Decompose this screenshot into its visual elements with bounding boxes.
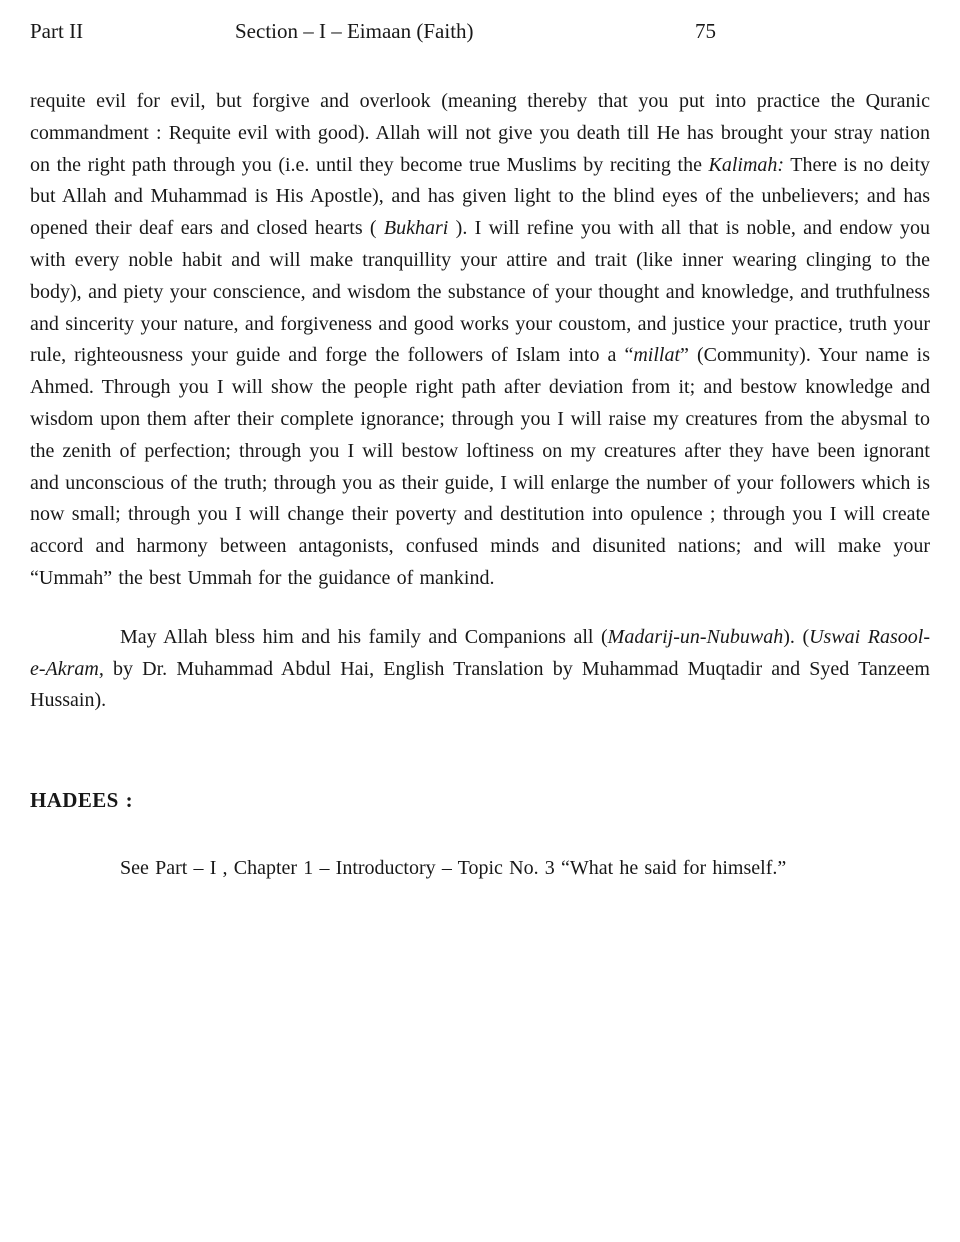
- text-run-italic: Kalimah:: [708, 153, 785, 176]
- text-run: by Dr. Muhammad Abdul Hai, English Translation by Muhammad Muqtadir and Syed Tanzeem Hussain).: [30, 657, 930, 712]
- text-run-italic: Madarij-un-Nubuwah: [607, 625, 784, 648]
- text-run: requite evil for evil, but forgive and overlook (meaning thereby that you put into practice the Quranic commandment : Requite evil with good). Allah will not give you death till He has brought your stray nation on the right path through you (i.e. until they become true Muslims by reciting the: [30, 90, 930, 176]
- text-run: There is no deity but Allah and Muhammad is His Apostle), and has given light to the blind eyes of the unbelievers; and has opened their deaf ears and closed hearts (: [30, 153, 931, 240]
- text-run: ” (Community). Your name is Ahmed. Through you I will show the people right path after deviation from it; and bestow knowledge and wisdom upon them after their complete ignorance; through you I will raise my creatures from the abysmal to the zenith of perfection; through you I will bestow loftiness on my creatures after they have been ignorant and unconscious of the truth; through you as their guide, I will enlarge the number of your followers which is now small; through you I will change their poverty and destitution into opulence ; through you I will create accord and harmony between antagonists, confused minds and disunited nations; and will make your “Ummah” the best Ummah for the guidance of mankind.: [30, 344, 930, 589]
- header-part-label: Part II: [30, 19, 84, 43]
- paragraph-main: [30, 86, 930, 595]
- page-header: [30, 16, 930, 46]
- header-section-title: Section – I – Eimaan (Faith): [235, 19, 474, 43]
- page-number: 75: [695, 19, 716, 43]
- text-run-italic: Bukhari: [383, 217, 449, 240]
- page-body: [30, 86, 930, 885]
- text-run-italic: millat: [633, 344, 681, 367]
- text-run: ). (: [783, 625, 810, 648]
- paragraph-attribution: [30, 622, 930, 717]
- text-run: May Allah bless him and his family and Companions all (: [120, 625, 608, 648]
- hadees-heading: HADEES :: [30, 788, 134, 813]
- text-run: ). I will refine you with all that is noble, and endow you with every noble habit and will make tranquillity your attire and trait (like inner wearing clinging to the body), and piety your conscience, and wisdom the substance of your thought and knowledge, and truthfulness and sincerity your nature, and forgiveness and good works your coustom, and justice your practice, truth your rule, righteousness your guide and forge the followers of Islam into a “: [30, 217, 930, 367]
- text-run-italic: Uswai Rasool- e-Akram,: [30, 625, 930, 680]
- paragraph-reference: [30, 853, 930, 885]
- text-run: See Part – I , Chapter 1 – Introductory – Topic No. 3 “What he said for himself.”: [120, 856, 787, 879]
